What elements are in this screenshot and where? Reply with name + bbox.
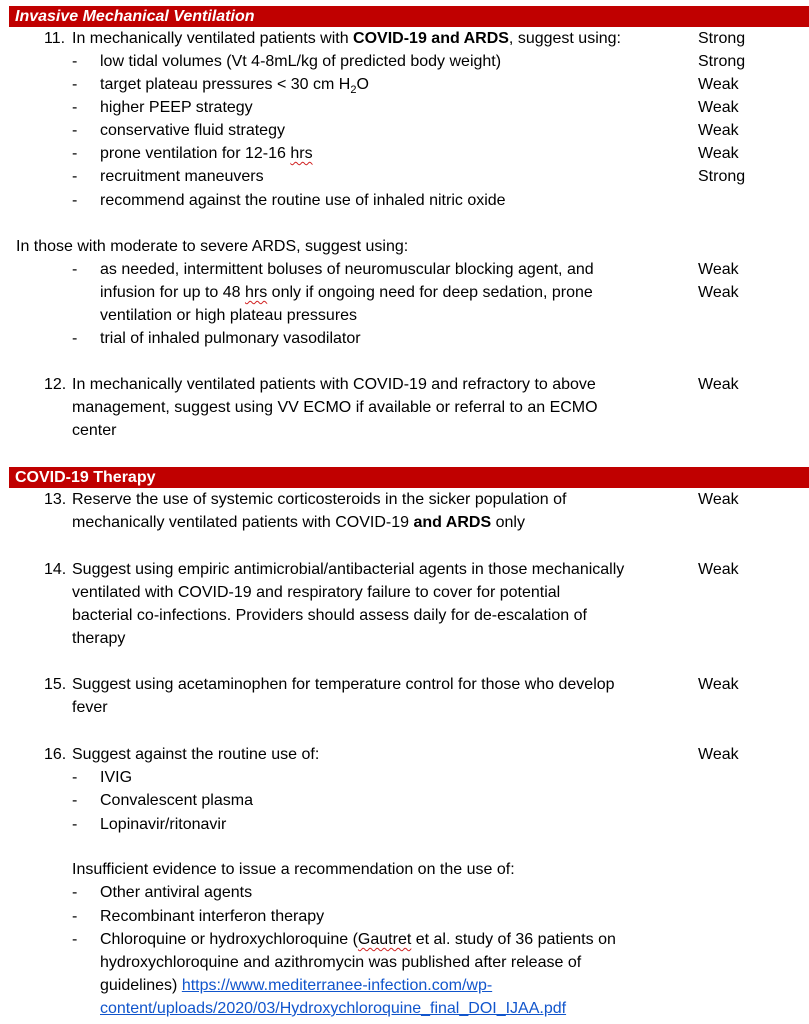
rec-16-insufficient-item: Other antiviral agents: [100, 884, 253, 901]
rec-11-bullet: higher PEEP strategy: [100, 99, 253, 116]
rec-16-insufficient-line: [100, 998, 566, 1020]
rec-14-rating: Weak: [698, 561, 739, 578]
rec-11-bullet-rating: Weak: [698, 99, 739, 116]
rec-16-insufficient-line: hydroxychloroquine and azithromycin was published after release of: [100, 954, 582, 971]
rec-14-number: 14.: [44, 561, 67, 578]
rec-16-against-item: Lopinavir/ritonavir: [100, 816, 227, 833]
moderate-bullet-line: ventilation or high plateau pressures: [100, 307, 358, 324]
rec-16-insufficient-line: guidelines) https://www.mediterranee-infection.com/wp-: [100, 977, 493, 994]
bullet-dash: -: [72, 931, 78, 948]
rec-11-bullet: conservative fluid strategy: [100, 122, 285, 139]
moderate-bullet-line: infusion for up to 48 hrs only if ongoing need for deep sedation, prone: [100, 284, 593, 301]
rec-15-line: Suggest using acetaminophen for temperature control for those who develop: [72, 676, 615, 693]
rec-14-line: Suggest using empiric antimicrobial/antibacterial agents in those mechanically: [72, 561, 625, 578]
reference-link[interactable]: content/uploads/2020/03/Hydroxychloroquine_final_DOI_IJAA.pdf: [100, 1000, 567, 1017]
moderate-ards-intro: In those with moderate to severe ARDS, suggest using:: [16, 238, 409, 255]
rec-13-line: mechanically ventilated patients with COVID-19 and ARDS only: [72, 514, 525, 531]
section-header-ventilation: Invasive Mechanical Ventilation: [9, 6, 809, 27]
bullet-dash: -: [72, 168, 78, 185]
rec-11-bullet-rating: Strong: [698, 53, 746, 70]
bullet-dash: -: [72, 908, 78, 925]
bullet-dash: -: [72, 122, 78, 139]
rec-11-bullet-rating: Weak: [698, 145, 739, 162]
rec-16-against-item: IVIG: [100, 769, 133, 786]
rec-11-bullet-rating: Weak: [698, 122, 739, 139]
bullet-dash: -: [72, 261, 78, 278]
rec-12-number: 12.: [44, 376, 67, 393]
rec-16-insufficient-item: Recombinant interferon therapy: [100, 908, 325, 925]
rec-13-line: Reserve the use of systemic corticosteroids in the sicker population of: [72, 491, 567, 508]
rec-13-number: 13.: [44, 491, 67, 508]
rec-12-rating: Weak: [698, 376, 739, 393]
bullet-dash: -: [72, 769, 78, 786]
rec-16-insufficient-intro: Insufficient evidence to issue a recommendation on the use of:: [72, 861, 515, 878]
moderate-bullet-rating: Weak: [698, 284, 739, 301]
rec-11-bullet: recommend against the routine use of inhaled nitric oxide: [100, 192, 506, 209]
rec-15-number: 15.: [44, 676, 67, 693]
rec-11-bullet: prone ventilation for 12-16 hrs: [100, 145, 313, 162]
bullet-dash: -: [72, 99, 78, 116]
moderate-bullet: trial of inhaled pulmonary vasodilator: [100, 330, 361, 347]
bullet-dash: -: [72, 192, 78, 209]
rec-16-insufficient-item: Chloroquine or hydroxychloroquine (Gautret et al. study of 36 patients on: [100, 931, 616, 948]
rec-12-line: center: [72, 422, 117, 439]
rec-14-line: bacterial co-infections. Providers should assess daily for de-escalation of: [72, 607, 587, 624]
rec-16-rating: Weak: [698, 746, 739, 763]
bullet-dash: -: [72, 53, 78, 70]
rec-12-line: management, suggest using VV ECMO if available or referral to an ECMO: [72, 399, 598, 416]
rec-11-rating: Strong: [698, 30, 746, 47]
bullet-dash: -: [72, 792, 78, 809]
rec-15-line: fever: [72, 699, 108, 716]
bullet-dash: -: [72, 145, 78, 162]
rec-11-bullet-rating: Strong: [698, 168, 746, 185]
bullet-dash: -: [72, 330, 78, 347]
section-header-therapy: COVID-19 Therapy: [9, 467, 809, 488]
rec-11-text: In mechanically ventilated patients with COVID-19 and ARDS, suggest using:: [72, 30, 621, 47]
bullet-dash: -: [72, 76, 78, 93]
rec-14-line: therapy: [72, 630, 126, 647]
rec-15-rating: Weak: [698, 676, 739, 693]
rec-11-bullet: target plateau pressures < 30 cm $H_2O$: [100, 76, 369, 97]
rec-16-against-item: Convalescent plasma: [100, 792, 253, 809]
rec-11-number: 11.: [44, 30, 66, 47]
rec-11-bullet: recruitment maneuvers: [100, 168, 264, 185]
rec-11-bullet: low tidal volumes (Vt 4-8mL/kg of predicted body weight): [100, 53, 502, 70]
rec-16-number: 16.: [44, 746, 67, 763]
rec-13-rating: Weak: [698, 491, 739, 508]
bullet-dash: -: [72, 816, 78, 833]
rec-14-line: ventilated with COVID-19 and respiratory failure to cover for potential: [72, 584, 561, 601]
reference-link[interactable]: https://www.mediterranee-infection.com/wp-: [181, 977, 493, 994]
rec-16-line: Suggest against the routine use of:: [72, 746, 320, 763]
moderate-bullet-line: as needed, intermittent boluses of neuromuscular blocking agent, and: [100, 261, 594, 278]
rec-11-bullet-rating: Weak: [698, 76, 739, 93]
moderate-bullet-rating: Weak: [698, 261, 739, 278]
bullet-dash: -: [72, 884, 78, 901]
rec-12-line: In mechanically ventilated patients with COVID-19 and refractory to above: [72, 376, 596, 393]
